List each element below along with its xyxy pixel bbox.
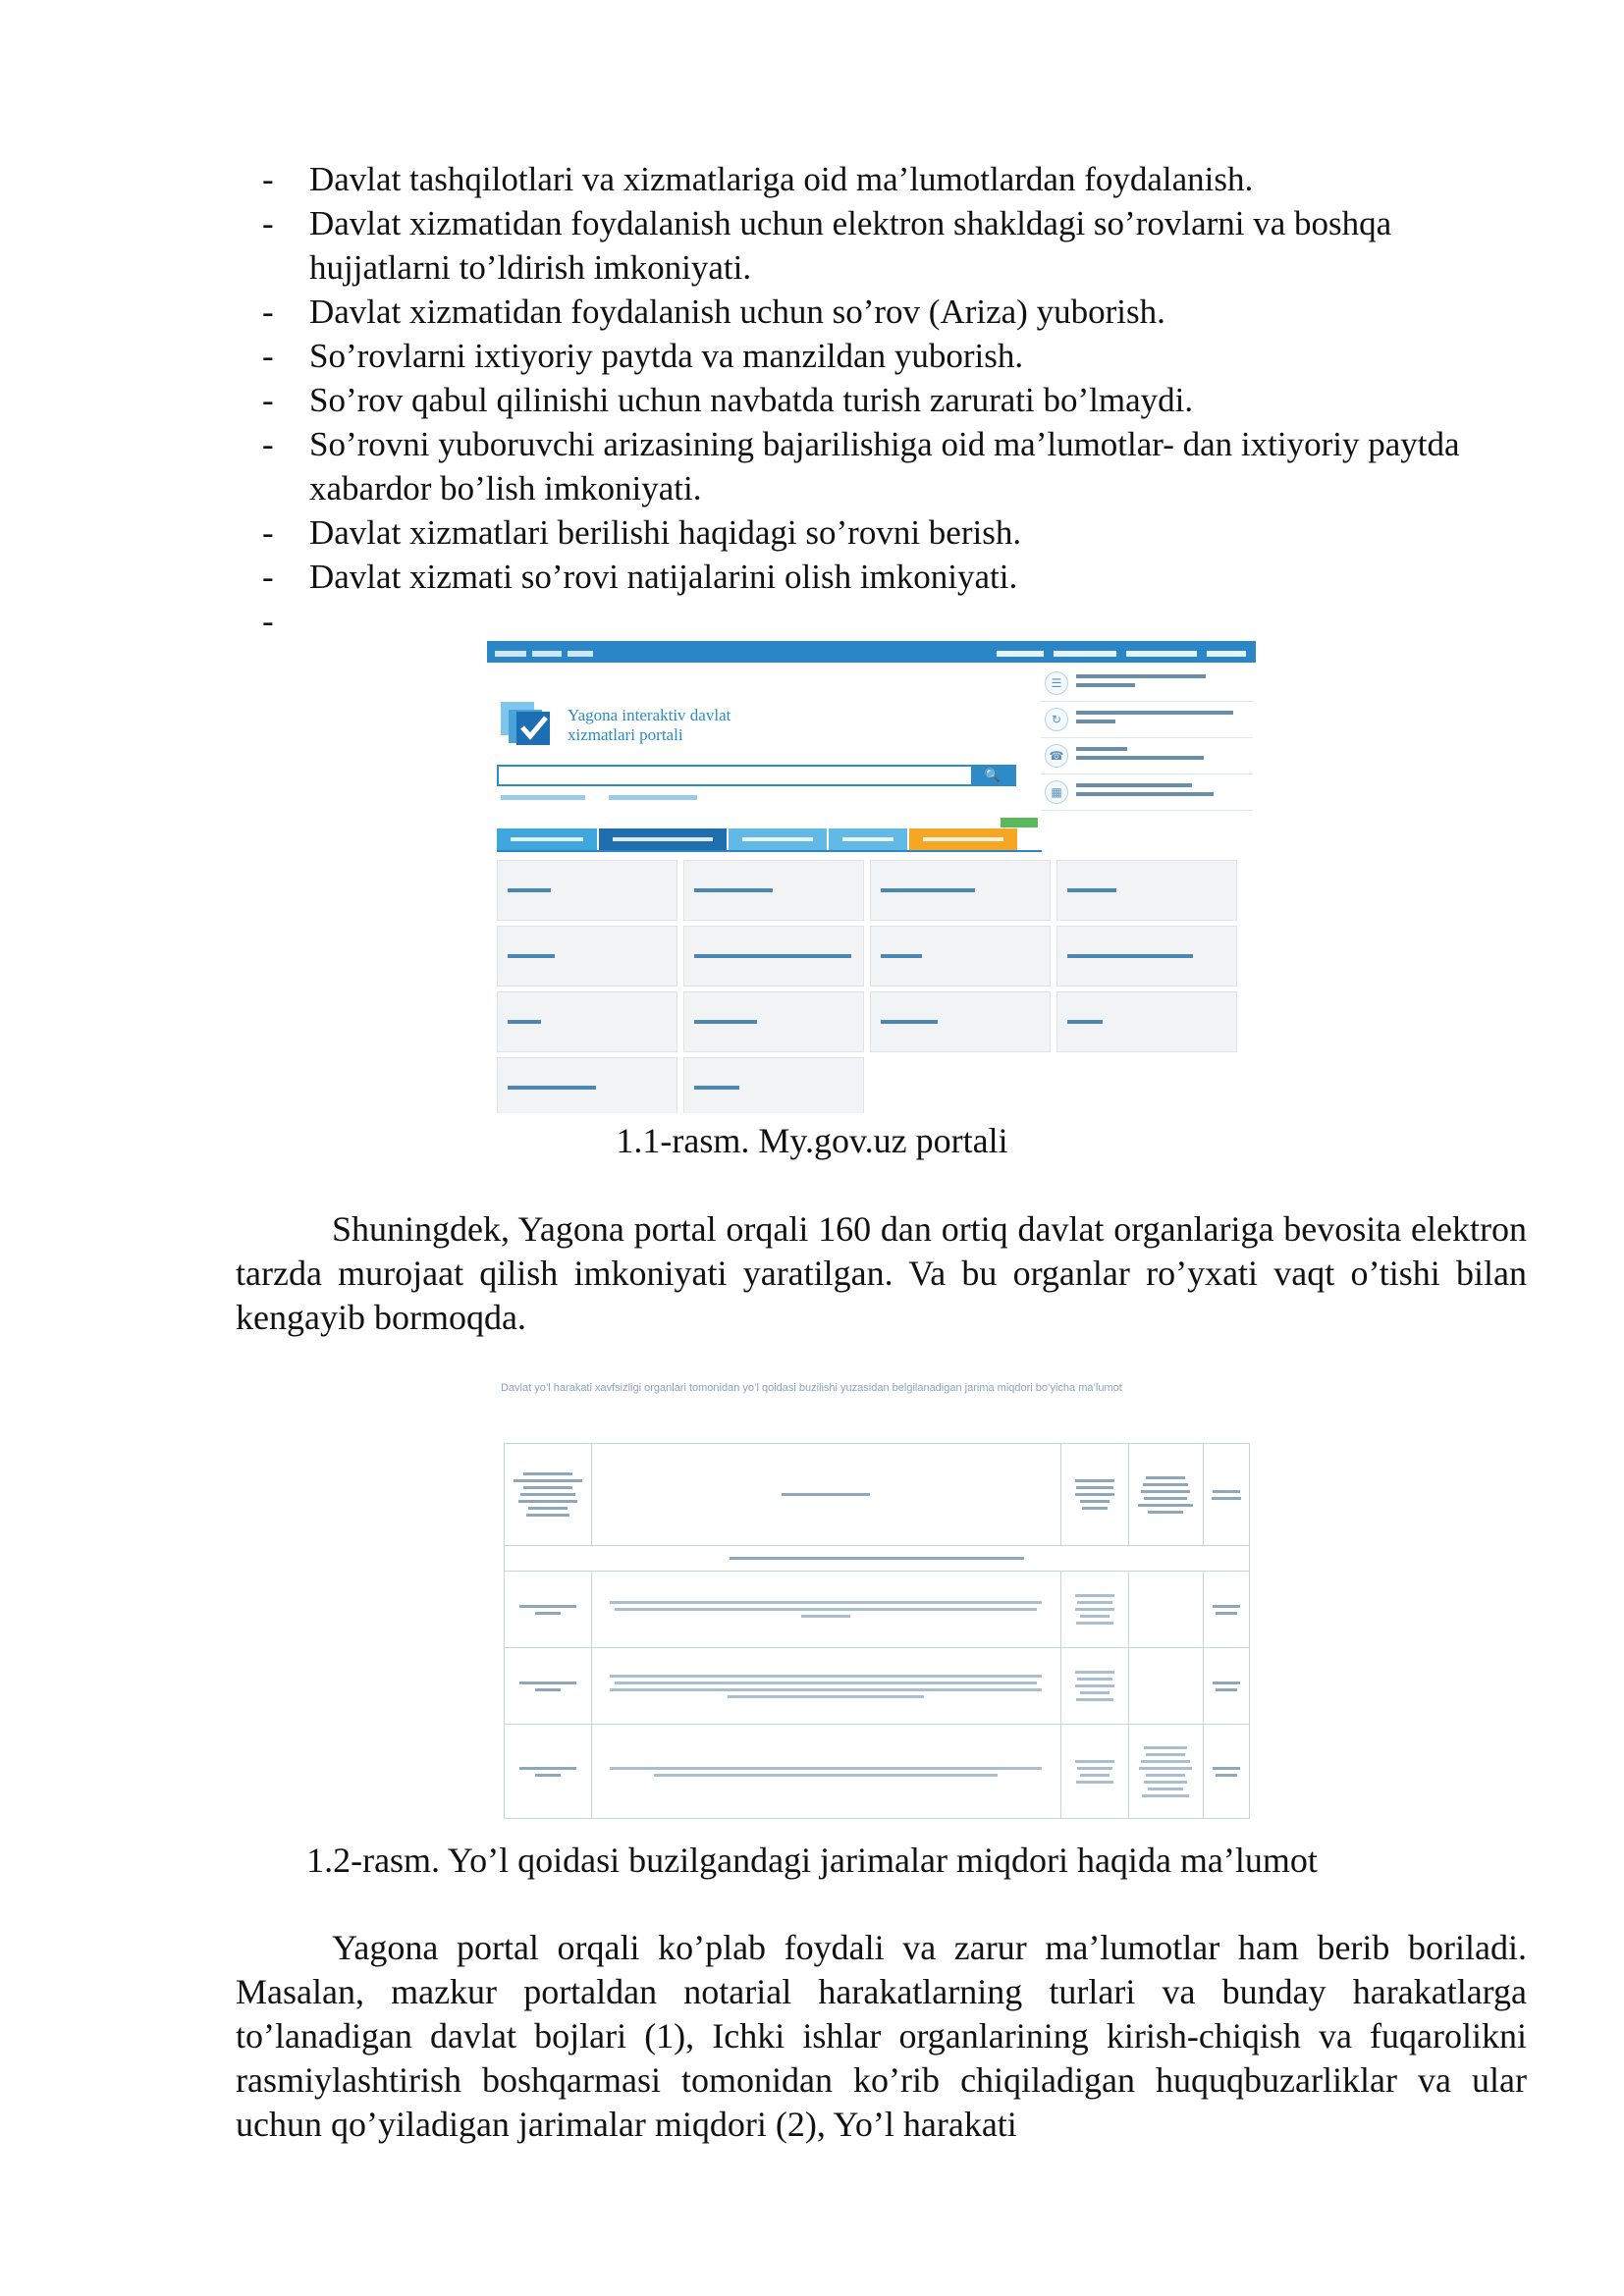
category-tile[interactable]: [1056, 991, 1237, 1052]
list-item: - Davlat xizmatlari berilishi haqidagi so’rovni berish.: [262, 513, 1022, 552]
category-tile[interactable]: [497, 991, 677, 1052]
fines-table-title: Davlat yo’l harakati xavfsizligi organlari tomonidan yo’l qoidasi buzilishi yuzasidan belgilanadigan jarima miqdori bo’yicha ma’lumot: [501, 1382, 1122, 1394]
list-item: - So’rov qabul qilinishi uchun navbatda turish zarurati bo’lmaydi.: [262, 381, 1194, 419]
category-tile[interactable]: [497, 1057, 677, 1113]
portal-tab[interactable]: [599, 828, 727, 850]
category-tile[interactable]: [870, 860, 1051, 921]
portal-tab[interactable]: [909, 828, 1017, 850]
table-row: [505, 1725, 1250, 1819]
paragraph-2: Yagona portal orqali ko’plab foydali va zarur ma’lumotlar ham berib boriladi. Masalan, mazkur portaldan notarial harakatlarning turlari va bunday harakatlarga to’lanadigan davlat bojlari (1), Ichki ishlar organlarining kirish-chiqish va fuqarolikni rasmiylashtirish boshqarmasi tomonidan ko’rib chiqiladigan huquqbuzarliklar va ular uchun qo’yiladigan jarimalar miqdori (2), Yo’l harakati: [236, 1928, 1527, 2144]
side-info-item: [1041, 738, 1253, 774]
phone-icon: ☎: [1045, 744, 1068, 768]
portal-top-bar: [487, 641, 1256, 663]
refresh-icon: ↻: [1045, 708, 1068, 731]
new-badge: [1001, 818, 1038, 828]
list-item: - So’rovni yuboruvchi arizasining bajarilishiga oid ma’lumotlar- dan ixtiyoriy paytda xabardor bo’lish imkoniyati.: [262, 425, 1460, 507]
fines-table-figure: [499, 1380, 1255, 1835]
list-item: - Davlat xizmati so’rovi natijalarini olish imkoniyati.: [262, 558, 1018, 596]
table-row: [505, 1648, 1250, 1725]
side-info-item: [1041, 774, 1253, 811]
tab-underline: [497, 850, 1042, 852]
search-options: [501, 789, 795, 797]
category-tile[interactable]: [1056, 860, 1237, 921]
category-tile[interactable]: [870, 926, 1051, 987]
search-icon[interactable]: 🔍: [971, 767, 1014, 784]
list-item: - Davlat xizmatidan foydalanish uchun so’rov (Ariza) yuborish.: [262, 293, 1165, 331]
portal-side-info: [1041, 666, 1253, 811]
portal-tab[interactable]: [729, 828, 827, 850]
portal-search-input[interactable]: [497, 765, 1016, 786]
category-tile[interactable]: [497, 860, 677, 921]
portal-logo-icon: [499, 692, 558, 749]
building-icon: ▦: [1045, 780, 1068, 804]
side-info-item: [1041, 702, 1253, 738]
portal-title: Yagona interaktiv davlat xizmatlari portali: [568, 706, 731, 744]
category-tile[interactable]: [683, 1057, 864, 1113]
portal-tab[interactable]: [829, 828, 907, 850]
category-tile[interactable]: [683, 860, 864, 921]
list-item: - So’rovlarni ixtiyoriy paytda va manzildan yuborish.: [262, 337, 1024, 375]
portal-user-links: [987, 645, 1246, 657]
portal-language-links: [495, 645, 603, 654]
receipt-icon: ☰: [1045, 671, 1068, 695]
category-tile[interactable]: [497, 926, 677, 987]
category-tile[interactable]: [683, 991, 864, 1052]
feature-list: - Davlat tashqilotlari va xizmatlariga oid ma’lumotlardan foydalanish. - Davlat xizmatidan foydalanish uchun elektron shakldagi so’rovlarni va boshqa hujjatlarni to’ldirish imkoniyati. - Davlat xizmatidan foydalanish uchun so’rov (Ariza) yuborish. - So’rovlarni ixtiyoriy paytda va manzildan yuborish. - So’rov qabul qilinishi uchun navbatda turish zarurati bo’lmaydi. - So’rovni yuboruvchi arizasining bajarilishiga oid ma’lumotlar- dan ixtiyoriy paytda xabardor bo’lish imkoniyati. - Davlat xizmatlari berilishi haqidagi so’rovni berish. - Davlat xizmati so’rovi natijalarini olish imkoniyati. -: [250, 157, 1527, 599]
list-item: - Davlat xizmatidan foydalanish uchun elektron shakldagi so’rovlarni va boshqa hujjatlarni to’ldirish imkoniyati.: [262, 204, 1392, 287]
table-row: [505, 1572, 1250, 1648]
paragraph-1: Shuningdek, Yagona portal orqali 160 dan ortiq davlat organlariga bevosita elektron tarzda murojaat qilish imkoniyati yaratilgan. Va bu organlar ro’yxati vaqt o’tishi bilan kengayib bormoqda.: [236, 1209, 1527, 1337]
category-tile[interactable]: [1056, 926, 1237, 987]
fines-table: [504, 1443, 1250, 1819]
table-section-row: [505, 1546, 1250, 1572]
table-header-row: [505, 1444, 1250, 1546]
category-tile[interactable]: [683, 926, 864, 987]
figure1-caption: 1.1-rasm. My.gov.uz portali: [616, 1121, 1008, 1160]
list-item: - Davlat tashqilotlari va xizmatlariga oid ma’lumotlardan foydalanish.: [262, 160, 1254, 198]
category-tile[interactable]: [870, 991, 1051, 1052]
portal-tab[interactable]: [497, 828, 597, 850]
side-info-item: [1041, 666, 1253, 702]
portal-tabs: [497, 828, 1042, 850]
portal-screenshot-figure: [487, 641, 1256, 1113]
figure2-caption: 1.2-rasm. Yo’l qoidasi buzilgandagi jarimalar miqdori haqida ma’lumot: [306, 1841, 1318, 1880]
